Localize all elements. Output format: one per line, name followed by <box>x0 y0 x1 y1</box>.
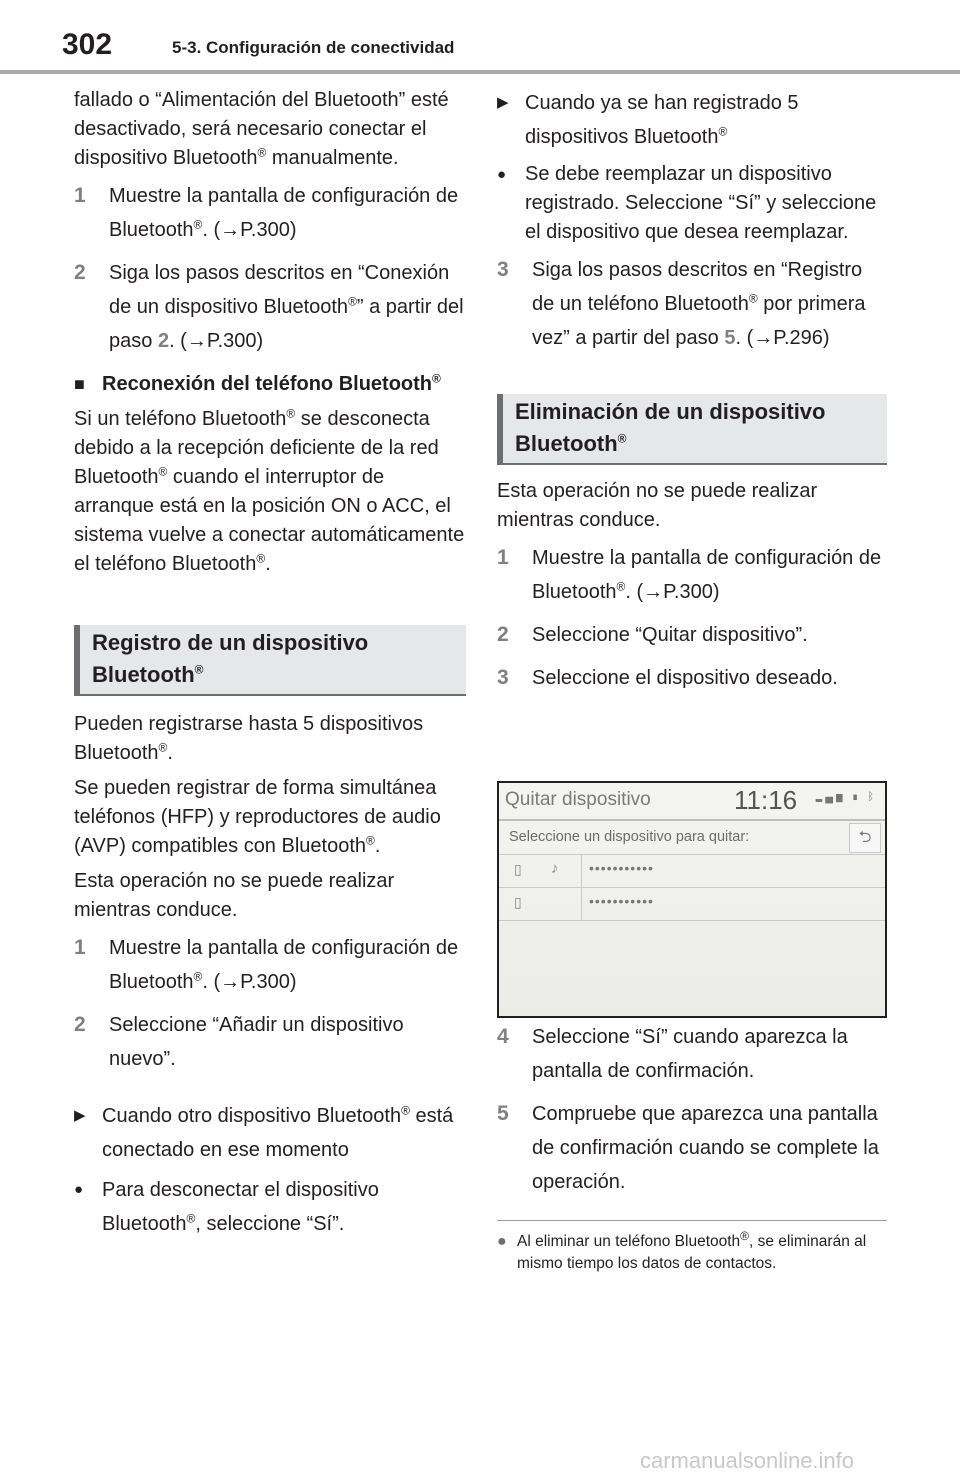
watermark: carmanualsonline.info <box>640 1448 855 1473</box>
music-note-icon: ♪ <box>551 860 559 877</box>
remove-device-screen <box>497 781 887 1018</box>
case-five-registered: ▶ Cuando ya se han registrado 5 dispositivos Bluetooth® <box>497 86 887 154</box>
bullet-dot-icon: ● <box>497 166 507 183</box>
case-other-connected: ▶ Cuando otro dispositivo Bluetooth® está conectado en ese momento <box>74 1099 466 1167</box>
step-3: 3 Siga los pasos descritos en “Registro de un teléfono Bluetooth® por primera vez” a partir del paso 5. (→P.296) <box>497 258 866 349</box>
register-paragraph-2: Se pueden registrar de forma simultánea teléfonos (HFP) y reproductores de audio (AVP) compatibles con Bluetooth®. <box>74 777 441 857</box>
device-row[interactable] <box>499 854 885 887</box>
section-title: 5-3. Configuración de conectividad <box>172 38 455 57</box>
left-column <box>74 86 466 1247</box>
delete-section-heading: Eliminación de un dispositivo Bluetooth® <box>497 394 887 465</box>
step-2: 2 Seleccione “Añadir un dispositivo nuevo”. <box>74 1013 404 1070</box>
step-3: 3 Seleccione el dispositivo deseado. <box>497 666 838 689</box>
step-2: 2 Seleccione “Quitar dispositivo”. <box>497 623 808 646</box>
register-section-heading: Registro de un dispositivo Bluetooth® <box>74 625 466 696</box>
bluetooth-icon: ᛒ <box>867 791 877 803</box>
device-row[interactable] <box>499 887 885 921</box>
signal-icon: ▂▄▆ <box>815 791 846 803</box>
right-column-lower <box>497 1020 887 1208</box>
step-2: 2 Siga los pasos descritos en “Conexión de un dispositivo Bluetooth®” a partir del paso 2. (→P.300) <box>74 261 464 352</box>
delete-paragraph: Esta operación no se puede realizar mientras conduce. <box>497 480 818 531</box>
screen-prompt: Seleccione un dispositivo para quitar: <box>509 829 750 845</box>
intro-paragraph: fallado o “Alimentación del Bluetooth” esté desactivado, será necesario conectar el dispositivo Bluetooth® manualmente. <box>74 89 449 169</box>
register-paragraph-1: Pueden registrarse hasta 5 dispositivos Bluetooth®. <box>74 713 424 764</box>
step-4: 4 Seleccione “Sí” cuando aparezca la pantalla de confirmación. <box>497 1025 848 1082</box>
screen-divider <box>499 819 885 821</box>
bullet-replace: ● Se debe reemplazar un dispositivo registrado. Seleccione “Sí” y seleccione el dispositivo que desea reemplazar. <box>497 160 887 247</box>
reconnect-paragraph: Si un teléfono Bluetooth® se desconecta debido a la recepción deficiente de la red Bluetooth® cuando el interruptor de arranque está en la posición ON o ACC, el sistema vuelve a conectar automáticamente el teléfono Bluetooth®. <box>74 406 465 575</box>
header-rule <box>0 70 960 74</box>
back-arrow-icon[interactable]: ⮌ <box>849 823 881 853</box>
battery-icon: ▮ <box>851 791 862 803</box>
phone-icon: ▯ <box>514 894 522 910</box>
screen-clock: 11:16 <box>734 785 798 815</box>
screen-title: Quitar dispositivo <box>505 789 651 810</box>
step-5: 5 Compruebe que aparezca una pantalla de confirmación cuando se complete la operación. <box>497 1102 879 1193</box>
step-1: 1 Muestre la pantalla de configuración de Bluetooth®. (→P.300) <box>74 184 459 241</box>
triangle-arrow-icon: ▶ <box>74 1107 86 1124</box>
bullet-dot-icon: ● <box>74 1181 84 1198</box>
phone-icon: ▯ <box>514 861 522 877</box>
device-name: ••••••••••• <box>589 893 654 909</box>
reconnect-heading: ■ Reconexión del teléfono Bluetooth® <box>74 367 466 401</box>
note: ● Al eliminar un teléfono Bluetooth®, se eliminarán al mismo tiempo los datos de contactos. <box>497 1220 887 1275</box>
triangle-arrow-icon: ▶ <box>497 94 509 111</box>
page-number: 302 <box>62 28 113 61</box>
square-bullet-icon: ■ <box>74 374 85 394</box>
step-1: 1 Muestre la pantalla de configuración de Bluetooth®. (→P.300) <box>74 936 459 993</box>
bullet-dot-icon: ● <box>497 1233 507 1250</box>
bullet-disconnect: ● Para desconectar el dispositivo Bluetooth®, seleccione “Sí”. <box>74 1173 466 1241</box>
device-name: ••••••••••• <box>589 860 654 876</box>
status-icons <box>816 791 877 803</box>
right-column <box>497 86 887 704</box>
step-1: 1 Muestre la pantalla de configuración de Bluetooth®. (→P.300) <box>497 546 882 603</box>
register-paragraph-3: Esta operación no se puede realizar mientras conduce. <box>74 870 395 921</box>
